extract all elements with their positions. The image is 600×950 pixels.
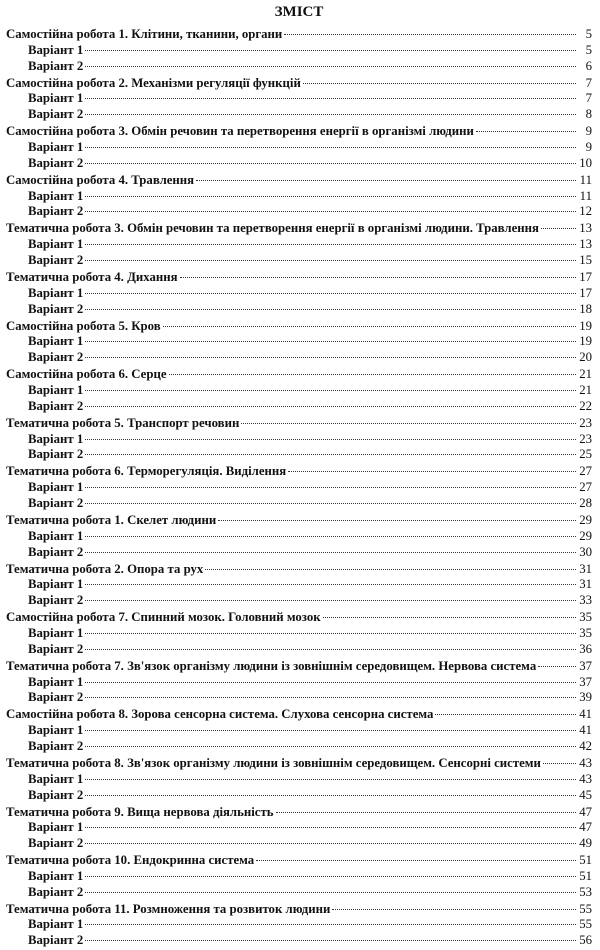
entry-page-number: 7: [585, 75, 592, 90]
toc-entry[interactable]: [6, 221, 592, 237]
toc-section: [6, 610, 592, 659]
dot-leader: [85, 66, 576, 67]
variant-page-number: 30: [579, 544, 592, 559]
dot-leader: [85, 406, 576, 407]
entry-title: Тематична робота 11. Розмноження та розвиток людини: [6, 901, 331, 916]
entry-title: Тематична робота 8. Зв'язок організму людини із зовнішнім середовищем. Сенсорні системи: [6, 755, 541, 770]
toc-subentry[interactable]: [6, 189, 592, 205]
variant-label: Варіант 1: [28, 771, 84, 786]
toc-section: [6, 756, 592, 805]
variant-page-number: 11: [579, 188, 592, 203]
dot-leader: [276, 812, 576, 813]
variant-page-number: 47: [579, 820, 592, 835]
variant-page-number: 17: [579, 285, 592, 300]
dot-leader: [85, 341, 576, 342]
entry-title: Самостійна робота 8. Зорова сенсорна система. Слухова сенсорна система: [6, 707, 434, 722]
toc-subentry[interactable]: [6, 885, 592, 901]
entry-page-number: 5: [585, 27, 592, 41]
dot-leader: [169, 374, 576, 375]
entry-page-number: 11: [579, 172, 592, 187]
dot-leader: [85, 649, 576, 650]
entry-title: Самостійна робота 7. Спинний мозок. Головний мозок: [6, 610, 321, 625]
dot-leader: [284, 34, 576, 35]
dot-leader: [85, 390, 576, 391]
dot-leader: [85, 487, 576, 488]
toc-subentry[interactable]: [6, 917, 592, 933]
toc-section: [6, 513, 592, 562]
toc-section: [6, 464, 592, 513]
variant-page-number: 35: [579, 625, 592, 640]
variant-page-number: 15: [579, 252, 592, 267]
dot-leader: [85, 50, 576, 51]
entry-title: Тематична робота 3. Обмін речовин та перетворення енергії в організмі людини. Травлення: [6, 221, 539, 236]
entry-page-number: 13: [579, 221, 592, 236]
variant-page-number: 10: [579, 155, 592, 170]
entry-page-number: 19: [579, 318, 592, 333]
dot-leader: [85, 779, 576, 780]
variant-page-number: 31: [579, 577, 592, 592]
variant-label: Варіант 2: [28, 107, 84, 122]
variant-label: Варіант 1: [28, 528, 84, 543]
variant-label: Варіант 1: [28, 723, 84, 738]
toc-subentry[interactable]: [6, 788, 592, 804]
dot-leader: [85, 795, 576, 796]
toc-section: [6, 173, 592, 222]
entry-page-number: 17: [579, 269, 592, 284]
toc-section: [6, 416, 592, 465]
dot-leader: [180, 277, 576, 278]
toc-entry[interactable]: [6, 659, 592, 675]
variant-label: Варіант 2: [28, 884, 84, 899]
entry-title: Тематична робота 7. Зв'язок організму людини із зовнішнім середовищем. Нервова система: [6, 658, 537, 673]
dot-leader: [85, 924, 576, 925]
toc-section: [6, 367, 592, 416]
toc-subentry[interactable]: [6, 91, 592, 107]
dot-leader: [85, 309, 576, 310]
toc-entry[interactable]: [6, 756, 592, 772]
toc-page: [0, 1, 600, 948]
toc-subentry[interactable]: [6, 107, 592, 123]
dot-leader: [241, 423, 576, 424]
dot-leader: [85, 584, 576, 585]
variant-label: Варіант 1: [28, 577, 84, 592]
dot-leader: [163, 326, 576, 327]
variant-label: Варіант 1: [28, 334, 84, 349]
variant-label: Варіант 1: [28, 868, 84, 883]
variant-label: Варіант 2: [28, 641, 84, 656]
toc-subentry[interactable]: [6, 237, 592, 253]
variant-page-number: 56: [579, 933, 592, 948]
toc-section: [6, 76, 592, 125]
variant-page-number: 45: [579, 787, 592, 802]
dot-leader: [85, 940, 576, 941]
toc-entry[interactable]: [6, 513, 592, 529]
entry-title: Тематична робота 4. Дихання: [6, 269, 178, 284]
dot-leader: [85, 260, 576, 261]
dot-leader: [85, 211, 576, 212]
entry-page-number: 41: [579, 707, 592, 722]
dot-leader: [85, 98, 576, 99]
entry-title: Самостійна робота 5. Кров: [6, 318, 161, 333]
dot-leader: [85, 503, 576, 504]
dot-leader: [332, 909, 576, 910]
toc-section: [6, 902, 592, 950]
variant-label: Варіант 1: [28, 285, 84, 300]
dot-leader: [256, 860, 576, 861]
dot-leader: [435, 714, 576, 715]
toc-section: [6, 853, 592, 902]
dot-leader: [85, 746, 576, 747]
entry-page-number: 9: [585, 124, 592, 139]
toc-subentry[interactable]: [6, 820, 592, 836]
entry-title: Тематична робота 2. Опора та рух: [6, 561, 204, 576]
variant-label: Варіант 1: [28, 625, 84, 640]
toc-entry[interactable]: [6, 805, 592, 821]
toc-section: [6, 319, 592, 368]
toc-subentry[interactable]: [6, 383, 592, 399]
variant-label: Варіант 2: [28, 544, 84, 559]
toc-subentry[interactable]: [6, 675, 592, 691]
variant-page-number: 20: [579, 350, 592, 365]
toc-section: [6, 221, 592, 270]
entry-page-number: 29: [579, 512, 592, 527]
dot-leader: [85, 697, 576, 698]
toc-subentry[interactable]: [6, 545, 592, 561]
toc-entry[interactable]: [6, 319, 592, 335]
dot-leader: [85, 600, 576, 601]
variant-label: Варіант 2: [28, 252, 84, 267]
toc-subentry[interactable]: [6, 529, 592, 545]
dot-leader: [218, 520, 576, 521]
variant-page-number: 21: [579, 382, 592, 397]
toc-entry[interactable]: [6, 173, 592, 189]
toc-subentry[interactable]: [6, 593, 592, 609]
variant-page-number: 28: [579, 495, 592, 510]
entry-title: Тематична робота 6. Терморегуляція. Виділення: [6, 464, 287, 479]
toc-subentry[interactable]: [6, 156, 592, 172]
variant-page-number: 42: [579, 738, 592, 753]
variant-label: Варіант 2: [28, 738, 84, 753]
dot-leader: [538, 666, 576, 667]
toc-subentry[interactable]: [6, 140, 592, 156]
toc-subentry[interactable]: [6, 334, 592, 350]
variant-label: Варіант 2: [28, 690, 84, 705]
variant-page-number: 7: [585, 91, 592, 106]
dot-leader: [85, 147, 576, 148]
variant-page-number: 53: [579, 884, 592, 899]
variant-label: Варіант 2: [28, 155, 84, 170]
toc-section: [6, 27, 592, 76]
variant-page-number: 23: [579, 431, 592, 446]
dot-leader: [85, 244, 576, 245]
toc-entry[interactable]: [6, 562, 592, 578]
toc-entry[interactable]: [6, 367, 592, 383]
dot-leader: [541, 228, 576, 229]
variant-page-number: 43: [579, 771, 592, 786]
entry-title: Самостійна робота 2. Механізми регуляції функцій: [6, 75, 301, 90]
variant-label: Варіант 1: [28, 431, 84, 446]
entry-page-number: 35: [579, 610, 592, 625]
variant-label: Варіант 1: [28, 91, 84, 106]
variant-label: Варіант 2: [28, 447, 84, 462]
entry-title: Самостійна робота 6. Серце: [6, 367, 167, 382]
entry-page-number: 27: [579, 464, 592, 479]
entry-page-number: 51: [579, 853, 592, 868]
toc-subentry[interactable]: [6, 432, 592, 448]
entry-page-number: 55: [579, 901, 592, 916]
toc-section: [6, 659, 592, 708]
variant-page-number: 19: [579, 334, 592, 349]
toc-subentry[interactable]: [6, 204, 592, 220]
toc-entry[interactable]: [6, 124, 592, 140]
entry-title: Тематична робота 5. Транспорт речовин: [6, 415, 240, 430]
variant-label: Варіант 2: [28, 593, 84, 608]
toc-subentry[interactable]: [6, 350, 592, 366]
variant-page-number: 36: [579, 641, 592, 656]
dot-leader: [85, 357, 576, 358]
dot-leader: [85, 439, 576, 440]
variant-page-number: 22: [579, 398, 592, 413]
dot-leader: [85, 843, 576, 844]
variant-label: Варіант 1: [28, 188, 84, 203]
variant-page-number: 51: [579, 868, 592, 883]
toc-subentry[interactable]: [6, 447, 592, 463]
variant-label: Варіант 1: [28, 917, 84, 932]
variant-label: Варіант 1: [28, 237, 84, 252]
toc-subentry[interactable]: [6, 496, 592, 512]
toc-entry[interactable]: [6, 416, 592, 432]
variant-label: Варіант 1: [28, 139, 84, 154]
variant-page-number: 41: [579, 723, 592, 738]
toc-subentry[interactable]: [6, 59, 592, 75]
dot-leader: [85, 293, 576, 294]
variant-page-number: 5: [585, 42, 592, 57]
entry-page-number: 21: [579, 367, 592, 382]
variant-label: Варіант 2: [28, 787, 84, 802]
dot-leader: [85, 633, 576, 634]
variant-label: Варіант 1: [28, 674, 84, 689]
variant-label: Варіант 2: [28, 398, 84, 413]
variant-label: Варіант 1: [28, 480, 84, 495]
toc-subentry[interactable]: [6, 723, 592, 739]
variant-page-number: 8: [585, 107, 592, 122]
toc-subentry[interactable]: [6, 577, 592, 593]
entry-page-number: 47: [579, 804, 592, 819]
variant-page-number: 37: [579, 674, 592, 689]
toc-subentry[interactable]: [6, 302, 592, 318]
dot-leader: [205, 569, 576, 570]
dot-leader: [85, 730, 576, 731]
entry-title: Тематична робота 1. Скелет людини: [6, 512, 217, 527]
variant-label: Варіант 1: [28, 42, 84, 57]
dot-leader: [85, 454, 576, 455]
page-title: ЗМІСТ: [274, 4, 324, 20]
entry-title: Самостійна робота 1. Клітини, тканини, органи: [6, 27, 283, 41]
dot-leader: [323, 617, 576, 618]
variant-page-number: 49: [579, 836, 592, 851]
toc-entry[interactable]: [6, 902, 592, 918]
entry-title: Самостійна робота 3. Обмін речовин та перетворення енергії в організмі людини: [6, 124, 474, 139]
variant-page-number: 18: [579, 301, 592, 316]
variant-label: Варіант 2: [28, 204, 84, 219]
variant-label: Варіант 2: [28, 495, 84, 510]
variant-label: Варіант 1: [28, 820, 84, 835]
entry-page-number: 23: [579, 415, 592, 430]
dot-leader: [85, 552, 576, 553]
toc-section: [6, 805, 592, 854]
toc-subentry[interactable]: [6, 772, 592, 788]
toc-section: [6, 562, 592, 611]
dot-leader: [288, 471, 576, 472]
entry-page-number: 43: [579, 755, 592, 770]
variant-label: Варіант 2: [28, 836, 84, 851]
entry-page-number: 31: [579, 561, 592, 576]
entry-title: Тематична робота 9. Вища нервова діяльність: [6, 804, 274, 819]
toc-subentry[interactable]: [6, 399, 592, 415]
dot-leader: [85, 163, 576, 164]
toc-entry[interactable]: [6, 76, 592, 92]
toc-subentry[interactable]: [6, 480, 592, 496]
toc-section: [6, 707, 592, 756]
variant-page-number: 29: [579, 528, 592, 543]
toc-section: [6, 124, 592, 173]
toc-subentry[interactable]: [6, 253, 592, 269]
variant-page-number: 6: [585, 58, 592, 73]
variant-page-number: 13: [579, 237, 592, 252]
dot-leader: [85, 876, 576, 877]
variant-label: Варіант 1: [28, 382, 84, 397]
toc-subentry[interactable]: [6, 690, 592, 706]
toc-subentry[interactable]: [6, 626, 592, 642]
dot-leader: [85, 827, 576, 828]
variant-label: Варіант 2: [28, 350, 84, 365]
toc-entry[interactable]: [6, 27, 592, 43]
variant-page-number: 39: [579, 690, 592, 705]
dot-leader: [85, 196, 576, 197]
toc-entry[interactable]: [6, 853, 592, 869]
toc-entry[interactable]: [6, 464, 592, 480]
toc-subentry[interactable]: [6, 933, 592, 949]
variant-page-number: 33: [579, 593, 592, 608]
entry-title: Тематична робота 10. Ендокринна система: [6, 853, 255, 868]
toc-subentry[interactable]: [6, 642, 592, 658]
table-of-contents: [6, 27, 592, 950]
toc-entry[interactable]: [6, 270, 592, 286]
dot-leader: [303, 83, 576, 84]
toc-entry[interactable]: [6, 707, 592, 723]
toc-subentry[interactable]: [6, 836, 592, 852]
variant-label: Варіант 2: [28, 301, 84, 316]
entry-page-number: 37: [579, 658, 592, 673]
toc-section: [6, 270, 592, 319]
variant-page-number: 9: [585, 139, 592, 154]
dot-leader: [543, 763, 576, 764]
toc-entry[interactable]: [6, 610, 592, 626]
dot-leader: [85, 682, 576, 683]
toc-subentry[interactable]: [6, 43, 592, 59]
dot-leader: [85, 536, 576, 537]
dot-leader: [476, 131, 576, 132]
variant-page-number: 12: [579, 204, 592, 219]
entry-title: Самостійна робота 4. Травлення: [6, 172, 195, 187]
dot-leader: [85, 114, 576, 115]
variant-page-number: 55: [579, 917, 592, 932]
toc-subentry[interactable]: [6, 286, 592, 302]
toc-subentry[interactable]: [6, 869, 592, 885]
dot-leader: [196, 180, 576, 181]
variant-label: Варіант 2: [28, 58, 84, 73]
toc-subentry[interactable]: [6, 739, 592, 755]
variant-page-number: 27: [579, 480, 592, 495]
dot-leader: [85, 892, 576, 893]
variant-label: Варіант 2: [28, 933, 84, 948]
variant-page-number: 25: [579, 447, 592, 462]
